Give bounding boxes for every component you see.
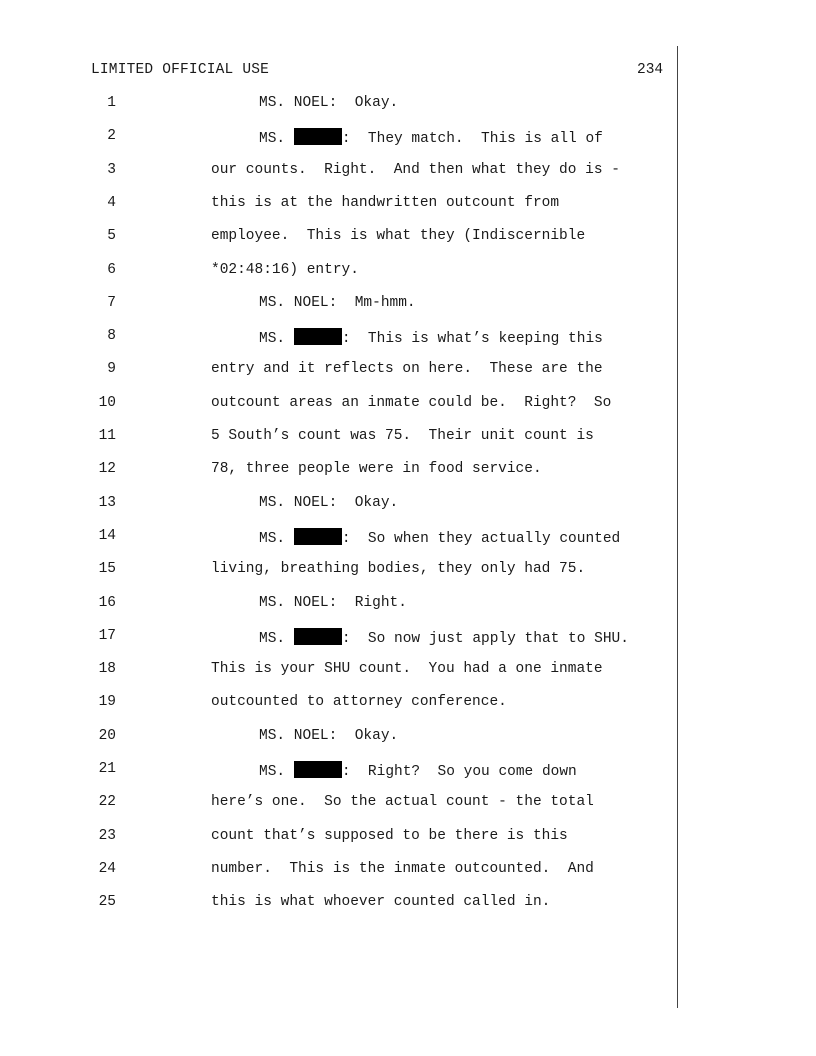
line-text-segment: : Right? So you come down <box>341 764 577 780</box>
line-text-segment: MS. <box>259 131 294 148</box>
line-number: 19 <box>98 694 116 711</box>
line-text-segment: living, breathing bodies, they only had 75. <box>211 561 586 578</box>
transcript-line <box>0 595 816 619</box>
line-text-segment: MS. NOEL: Okay. <box>259 95 399 111</box>
line-number: 12 <box>98 461 116 478</box>
line-number: 10 <box>98 394 116 411</box>
redaction-box <box>294 628 342 645</box>
transcript-line <box>0 162 816 186</box>
line-number: 25 <box>98 894 116 911</box>
line-text-segment: MS. <box>259 764 294 780</box>
line-text-segment: outcount areas an inmate could be. Right? So <box>211 394 612 411</box>
line-number: 5 <box>107 228 116 245</box>
line-text <box>259 728 398 744</box>
transcript-line <box>0 395 816 419</box>
transcript-line <box>0 528 816 552</box>
line-number: 3 <box>107 161 116 178</box>
line-text <box>211 162 620 178</box>
transcript-line <box>0 495 816 519</box>
redaction-box <box>294 761 342 778</box>
transcript-line <box>0 295 816 319</box>
line-number: 18 <box>98 661 116 678</box>
classification-header: LIMITED OFFICIAL USE <box>91 62 270 78</box>
line-number: 11 <box>98 428 116 444</box>
line-number: 23 <box>98 827 116 844</box>
line-text <box>211 395 611 411</box>
line-number: 4 <box>107 194 116 211</box>
line-number: 7 <box>107 294 116 311</box>
line-text <box>259 295 416 311</box>
line-number: 2 <box>107 128 116 145</box>
line-text-segment: here’s one. So the actual count - the total <box>211 794 594 811</box>
line-number: 9 <box>107 361 116 378</box>
redaction-box <box>294 128 342 145</box>
line-text <box>259 495 398 511</box>
transcript-line <box>0 428 816 452</box>
line-text <box>211 894 550 910</box>
line-text-segment: employee. This is what they (Indiscernible <box>211 228 586 245</box>
line-text-segment: This is your SHU count. You had a one inmate <box>211 661 603 678</box>
line-number: 14 <box>98 527 116 544</box>
line-text-segment: MS. <box>259 331 294 348</box>
line-text <box>211 461 542 477</box>
line-text <box>211 361 603 377</box>
line-text-segment: this is what whoever counted called in. <box>211 894 551 911</box>
transcript-line <box>0 861 816 885</box>
line-text <box>211 428 594 444</box>
line-text-segment: MS. NOEL: Mm-hmm. <box>259 294 416 311</box>
transcript-line <box>0 328 816 352</box>
line-text-segment: number. This is the inmate outcounted. And <box>211 860 594 877</box>
line-text <box>211 561 585 577</box>
line-text <box>211 794 594 810</box>
transcript-line <box>0 761 816 785</box>
line-text <box>211 195 559 211</box>
transcript-line <box>0 794 816 818</box>
transcript-line <box>0 561 816 585</box>
line-text-segment: : So when they actually counted <box>341 530 621 547</box>
line-text-segment: *02:48:16) entry. <box>211 261 359 278</box>
line-text-segment: entry and it reflects on here. These are the <box>211 361 603 378</box>
line-text-segment: MS. <box>259 630 294 647</box>
line-text-segment: : This is what’s keeping this <box>341 331 603 348</box>
line-text <box>259 128 603 147</box>
transcript-line <box>0 128 816 152</box>
line-text <box>259 595 407 611</box>
transcript-line <box>0 228 816 252</box>
line-text <box>259 95 398 111</box>
line-text <box>211 262 359 278</box>
line-number: 22 <box>98 794 116 811</box>
line-text <box>259 528 620 547</box>
line-text-segment: : They match. This is all of <box>341 131 603 148</box>
line-text <box>211 694 507 710</box>
line-text <box>211 828 568 844</box>
line-text-segment: our counts. Right. And then what they do is - <box>211 161 620 178</box>
line-text-segment: MS. NOEL: Okay. <box>259 494 399 511</box>
line-text <box>211 861 594 877</box>
line-text-segment: 78, three people were in food service. <box>211 461 542 478</box>
transcript-line <box>0 628 816 652</box>
transcript-line <box>0 361 816 385</box>
line-text <box>259 628 629 647</box>
line-text <box>259 328 603 347</box>
transcript-line <box>0 828 816 852</box>
line-text-segment: MS. <box>259 530 294 547</box>
line-number: 21 <box>98 761 116 777</box>
line-text-segment: MS. NOEL: Right. <box>259 594 407 611</box>
line-text <box>259 761 577 780</box>
line-text-segment: this is at the handwritten outcount from <box>211 194 560 211</box>
line-text-segment: outcounted to attorney conference. <box>211 694 507 711</box>
line-text <box>211 228 585 244</box>
line-number: 20 <box>98 727 116 744</box>
page-number: 234 <box>637 62 664 78</box>
redaction-box <box>294 528 342 545</box>
transcript-line <box>0 694 816 718</box>
transcript-line <box>0 95 816 119</box>
transcript-line <box>0 262 816 286</box>
line-number: 13 <box>98 494 116 511</box>
line-number: 1 <box>107 95 116 111</box>
line-text-segment: : So now just apply that to SHU. <box>341 630 629 647</box>
line-number: 17 <box>98 627 116 644</box>
transcript-line <box>0 195 816 219</box>
line-text-segment: MS. NOEL: Okay. <box>259 727 399 744</box>
transcript-line <box>0 894 816 918</box>
transcript-line <box>0 661 816 685</box>
line-text <box>211 661 603 677</box>
line-text-segment: count that’s supposed to be there is this <box>211 827 568 844</box>
line-number: 24 <box>98 860 116 877</box>
line-number: 16 <box>98 594 116 611</box>
transcript-line <box>0 728 816 752</box>
transcript-line <box>0 461 816 485</box>
line-number: 15 <box>98 561 116 578</box>
redaction-box <box>294 328 342 345</box>
line-number: 6 <box>107 261 116 278</box>
line-text-segment: 5 South’s count was 75. Their unit count is <box>211 428 594 444</box>
line-number: 8 <box>107 328 116 345</box>
